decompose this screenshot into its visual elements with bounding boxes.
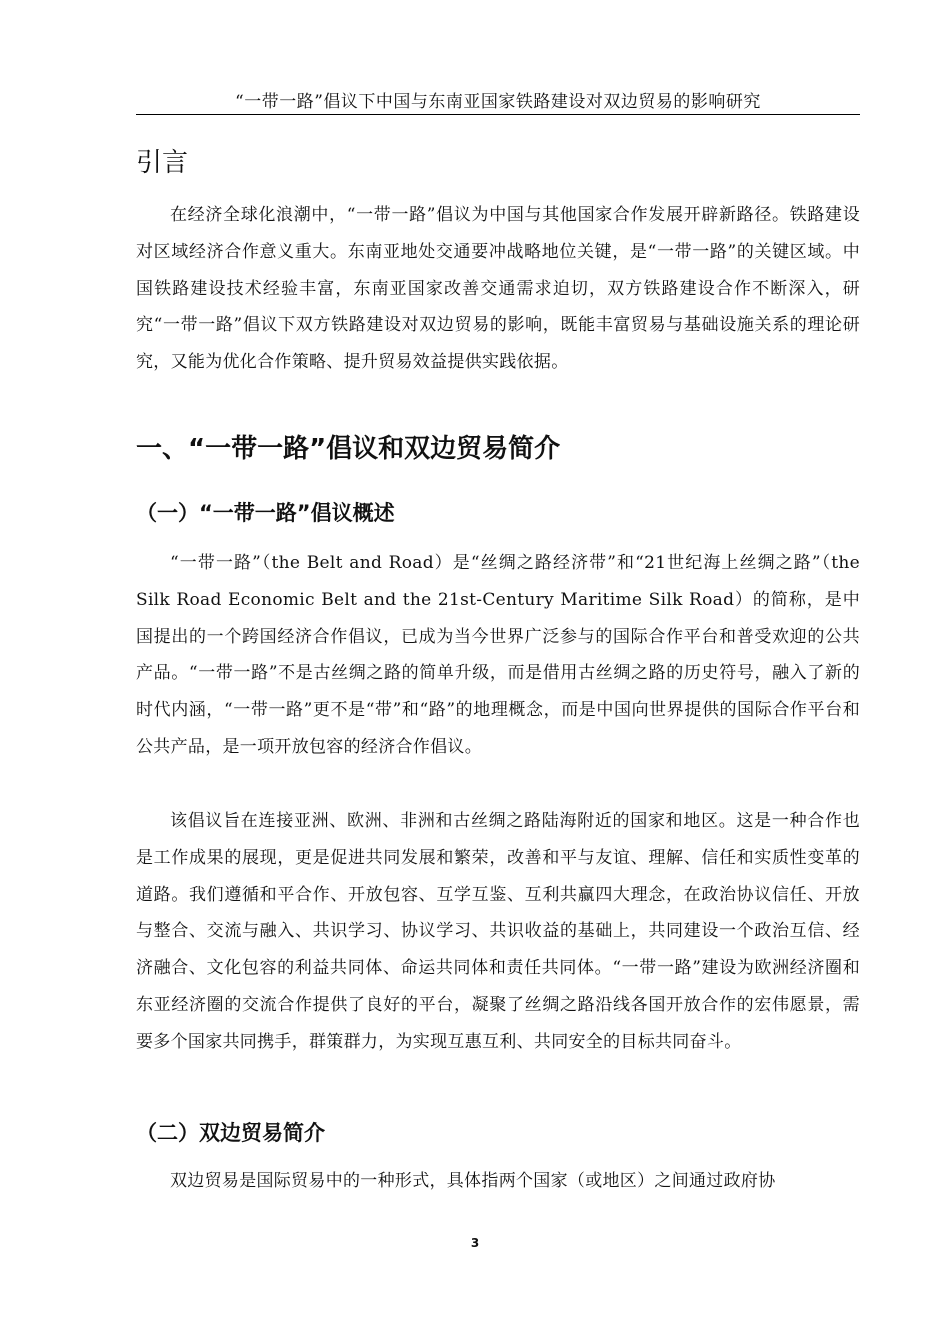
section-1-1-paragraph-2: 该倡议旨在连接亚洲、欧洲、非洲和古丝绸之路陆海附近的国家和地区。这是一种合作也是工作成果的展现，更是促进共同发展和繁荣，改善和平与友谊、理解、信任和实质性变革的道路。我们遵循和平合作、开放包容、互学互鉴、互利共赢四大理念，在政治协议信任、开放与整合、交流与融入、共识学习、协议学习、共识收益的基础上，共同建设一个政治互信、经济融合、文化包容的利益共同体、命运共同体和责任共同体。“一带一路”建设为欧洲经济圈和东亚经济圈的交流合作提供了良好的平台，凝聚了丝绸之路沿线各国开放合作的宏伟愿景，需要多个国家共同携手，群策群力，为实现互惠互利、共同安全的目标共同奋斗。 (136, 811, 860, 1052)
header-rule (136, 114, 860, 115)
section-1-1-paragraph-1: “一带一路”（the Belt and Road）是“丝绸之路经济带”和“21世纪海上丝绸之路”（the Silk Road Economic Belt and the 21st-Century Maritime Silk Road）的简称，是中国提出的一个跨国经济合作倡议，已成为当今世界广泛参与的国际合作平台和普受欢迎的公共产品。“一带一路”不是古丝绸之路的简单升级，而是借用古丝绸之路的历史符号，融入了新的时代内涵，“一带一路”更不是“带”和“路”的地理概念，而是中国向世界提供的国际合作平台和公共产品，是一项开放包容的经济合作倡议。 (136, 553, 860, 757)
section-1-2-paragraph-1: 双边贸易是国际贸易中的一种形式，具体指两个国家（或地区）之间通过政府协 (170, 1171, 776, 1191)
intro-paragraph: 在经济全球化浪潮中，“一带一路”倡议为中国与其他国家合作发展开辟新路径。铁路建设对区域经济合作意义重大。东南亚地处交通要冲战略地位关键，是“一带一路”的关键区域。中国铁路建设技术经验丰富，东南亚国家改善交通需求迫切，双方铁路建设合作不断深入，研究“一带一路”倡议下双方铁路建设对双边贸易的影响，既能丰富贸易与基础设施关系的理论研究，又能为优化合作策略、提升贸易效益提供实践依据。 (136, 205, 860, 373)
section-1-2-heading: （二）双边贸易简介 (136, 1121, 325, 1145)
chapter-1-heading: 一、“一带一路”倡议和双边贸易简介 (136, 434, 561, 464)
page-number: 3 (470, 1236, 480, 1250)
intro-heading: 引言 (136, 148, 189, 178)
section-1-1-heading: （一）“一带一路”倡议概述 (136, 501, 395, 525)
running-header: “一带一路”倡议下中国与东南亚国家铁路建设对双边贸易的影响研究 (235, 92, 761, 112)
